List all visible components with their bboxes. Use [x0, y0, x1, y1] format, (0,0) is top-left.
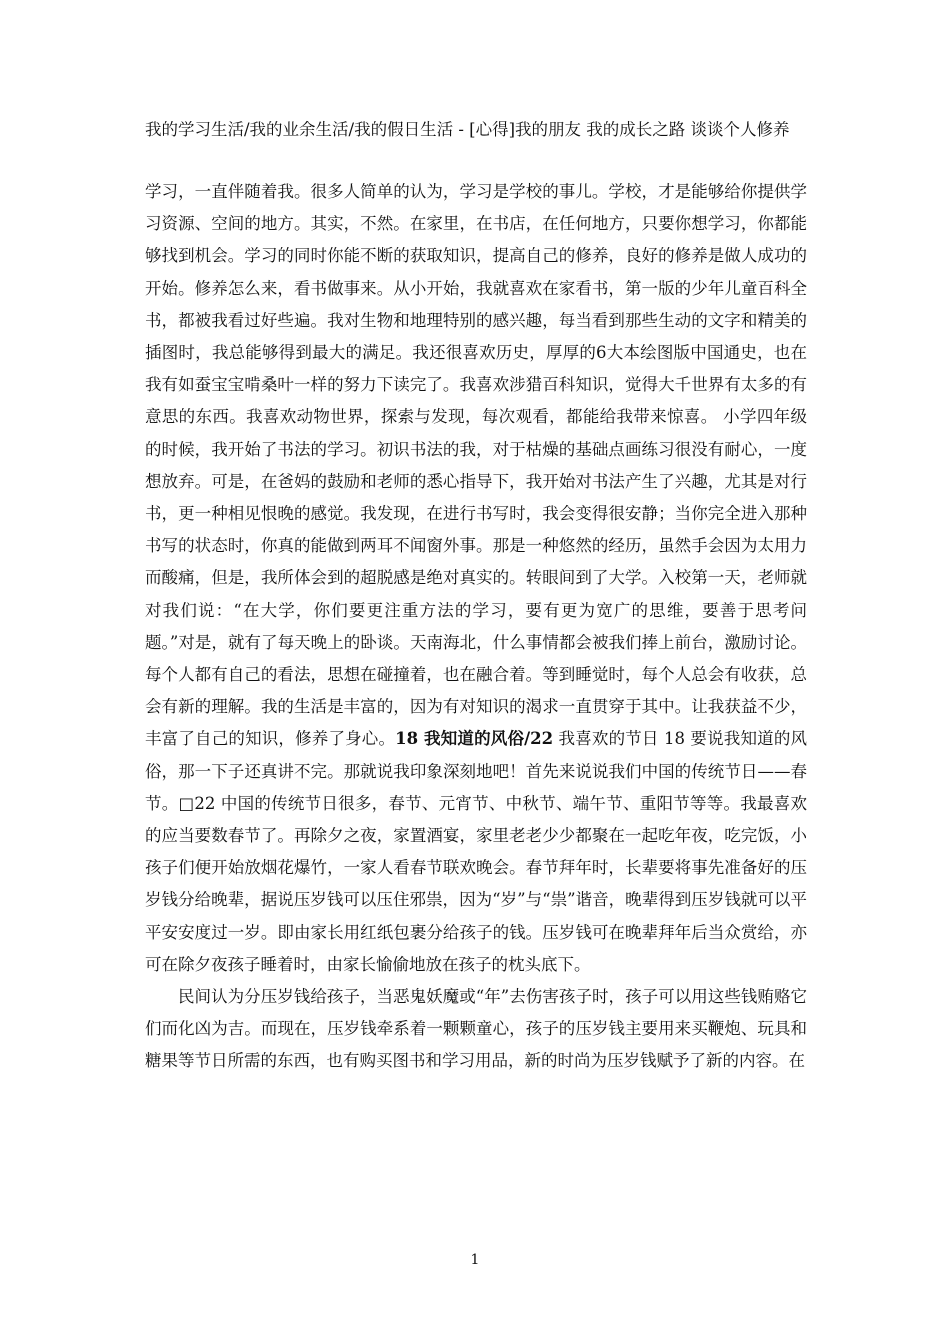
document-body: [145, 176, 807, 1078]
paragraph-1: [145, 176, 807, 981]
paragraph-1-text-a: 学习，一直伴随着我。很多人简单的认为，学习是学校的事儿。学校，才是能够给你提供学习资源、空间的地方。其实，不然。在家里，在书店，在任何地方，只要你想学习，你都能够找到机会。学习的同时你能不断的获取知识，提高自己的修养，良好的修养是做人成功的开始。修养怎么来，看书做事来。从小开始，我就喜欢在家看书，第一版的少年儿童百科全书，都被我看过好些遍。我对生物和地理特别的感兴趣，每当看到那些生动的文字和精美的插图时，我总能够得到最大的满足。我还很喜欢历史，厚厚的6大本绘图版中国通史，也在我有如蚕宝宝啃桑叶一样的努力下读完了。我喜欢涉猎百科知识，觉得大千世界有太多的有意思的东西。我喜欢动物世界，探索与发现，每次观看，都能给我带来惊喜。 小学四年级的时候，我开始了书法的学习。初识书法的我，对于枯燥的基础点画练习很没有耐心，一度想放弃。可是，在爸妈的鼓励和老师的悉心指导下，我开始对书法产生了兴趣，尤其是对行书，更一种相见恨晚的感觉。我发现，在进行书写时，我会变得很安静；当你完全进入那种书写的状态时，你真的能做到两耳不闻窗外事。那是一种悠然的经历，虽然手会因为太用力而酸痛，但是，我所体会到的超脱感是绝对真实的。转眼间到了大学。入校第一天，老师就对我们说：“在大学，你们要更注重方法的学习，要有更为宽广的思维，要善于思考问题。”对是，就有了每天晚上的卧谈。天南海北，什么事情都会被我们捧上前台，激励讨论。每个人都有自己的看法，思想在碰撞着，也在融合着。等到睡觉时，每个人总会有收获，总会有新的理解。我的生活是丰富的，因为有对知识的渴求一直贯穿于其中。让我获益不少，丰富了自己的知识，修养了身心。: [145, 182, 807, 749]
paragraph-2: 民间认为分压岁钱给孩子，当恶鬼妖魔或“年”去伤害孩子时，孩子可以用这些钱贿赂它们而化凶为吉。而现在，压岁钱牵系着一颗颗童心，孩子的压岁钱主要用来买鞭炮、玩具和糖果等节日所需的东西，也有购买图书和学习用品，新的时尚为压岁钱赋予了新的内容。在: [145, 987, 807, 1071]
page-number: 1: [470, 1252, 480, 1268]
paragraph-1-text-b: 我喜欢的节日 18 要说我知道的风俗，那一下子还真讲不完。那就说我印象深刻地吧！首先来说说我们中国的传统节日——春节。□22 中国的传统节日很多，春节、元宵节、中秋节、端午节、重阳节等等。我最喜欢的应当要数春节了。再除夕之夜，家置酒宴，家里老老少少都聚在一起吃年夜，吃完饭，小孩子们便开始放烟花爆竹，一家人看春节联欢晚会。春节拜年时，长辈要将事先准备好的压岁钱分给晚辈，据说压岁钱可以压住邪祟，因为“岁”与“祟”谐音，晚辈得到压岁钱就可以平平安安度过一岁。即由家长用红纸包裹分给孩子的钱。压岁钱可在晚辈拜年后当众赏给，亦可在除夕夜孩子睡着时，由家长愉偷地放在孩子的枕头底下。: [145, 729, 808, 974]
paragraph-1-bold-heading: 18 我知道的风俗/22: [395, 729, 554, 749]
page-header-title: 我的学习生活/我的业余生活/我的假日生活 - [心得]我的朋友 我的成长之路 谈谈个人修养: [145, 120, 790, 139]
